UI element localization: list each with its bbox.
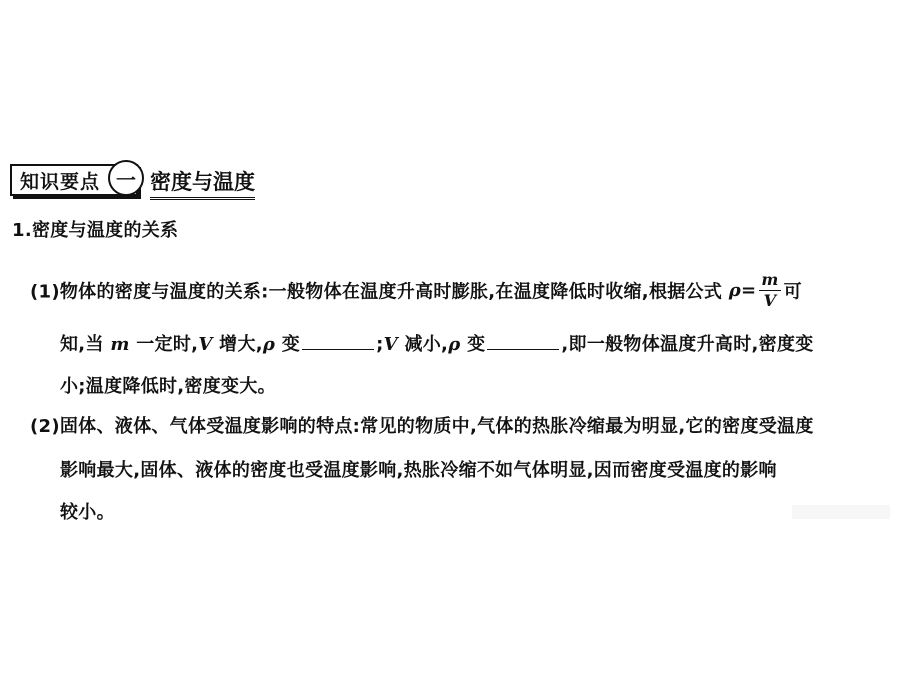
item1-tail: 可	[783, 281, 802, 303]
text-segment: 增大,	[219, 334, 263, 355]
volume-symbol: V	[198, 334, 213, 355]
rho-symbol: ρ	[262, 334, 276, 355]
badge-text: 知识要点	[20, 170, 101, 193]
badge-number: 一	[108, 160, 144, 196]
section-title: 密度与温度	[150, 166, 255, 200]
watermark-patch	[792, 505, 890, 519]
item1-line3: 小;温度降低时,密度变大。	[60, 376, 276, 397]
equals-sign: =	[741, 280, 757, 301]
answer-blank-2[interactable]	[487, 333, 559, 350]
item2-line3: 较小。	[60, 502, 115, 523]
text-segment: 一定时,	[136, 334, 199, 355]
item1-line1	[30, 272, 802, 309]
subsection-heading: 1.密度与温度的关系	[12, 220, 179, 241]
text-segment: 减小,	[404, 334, 449, 355]
item1-lead: (1)物体的密度与温度的关系:一般物体在温度升高时膨胀,在温度降低时收缩,根据公式	[30, 281, 723, 303]
density-formula	[759, 272, 780, 309]
item2-line1: (2)固体、液体、气体受温度影响的特点:常见的物质中,气体的热胀冷缩最为明显,它的密度受温度	[30, 416, 814, 437]
text-segment: 变	[467, 334, 486, 355]
formula-denominator: V	[763, 291, 777, 310]
mass-symbol: m	[110, 334, 130, 355]
answer-blank-1[interactable]	[302, 333, 374, 350]
text-segment: ;	[376, 334, 384, 355]
formula-numerator: m	[761, 270, 779, 289]
volume-symbol: V	[383, 334, 398, 355]
item1-line2	[60, 330, 814, 356]
text-segment: ,即一般物体温度升高时,密度变	[561, 334, 814, 355]
rho-symbol: ρ	[448, 334, 461, 355]
item2-line2: 影响最大,固体、液体的密度也受温度影响,热胀冷缩不如气体明显,因而密度受温度的影响	[60, 460, 777, 481]
rho-symbol: ρ	[728, 280, 742, 301]
text-segment: 变	[281, 334, 301, 355]
text-segment: 知,当	[60, 334, 104, 355]
